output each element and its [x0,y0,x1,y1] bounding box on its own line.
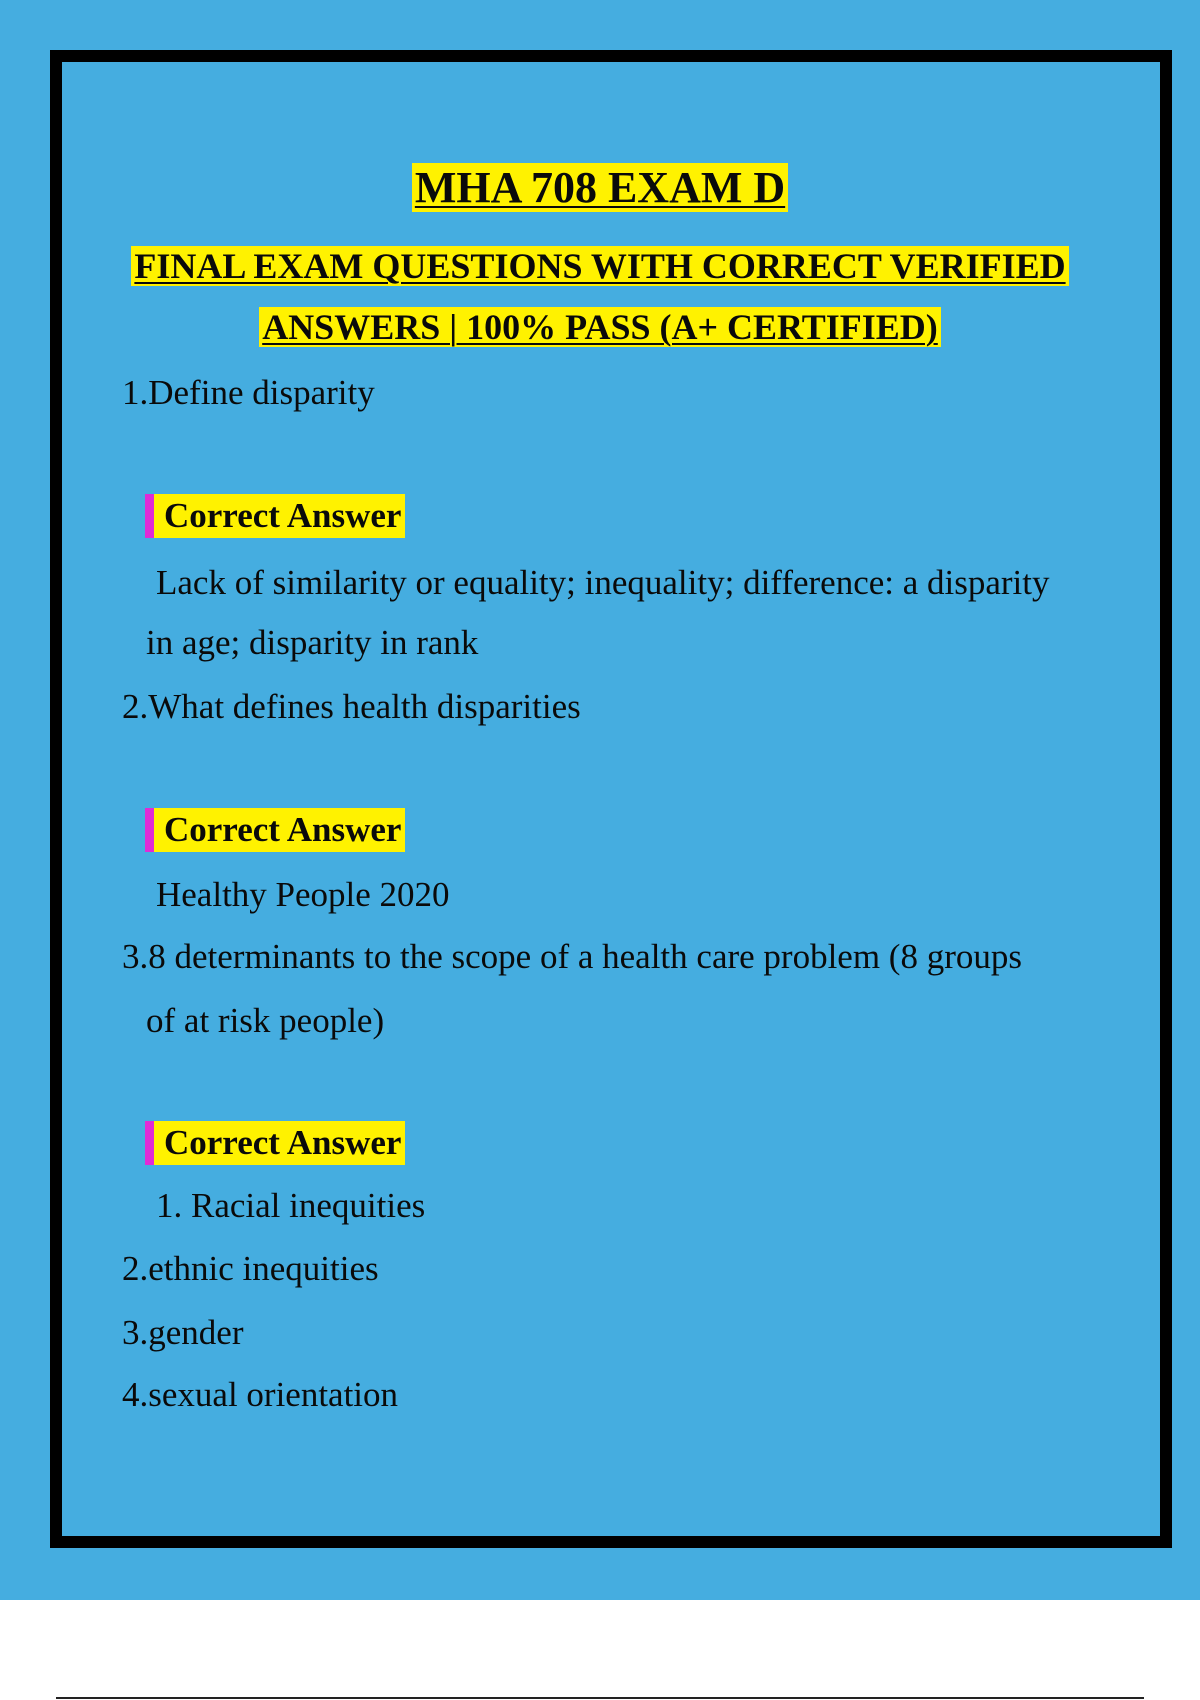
document-subtitle-line-1-text: FINAL EXAM QUESTIONS WITH CORRECT VERIFIED [131,246,1068,286]
document-title [0,162,1200,213]
correct-answer-label-2: Correct Answer [145,808,405,852]
answer-3-line-2: 2.ethnic inequities [122,1249,379,1288]
document-subtitle-line-2-text: ANSWERS | 100% PASS (A+ CERTIFIED) [259,307,941,347]
document-subtitle-line-1 [0,245,1200,287]
answer-3-line-3: 3.gender [122,1313,244,1352]
document-title-text: MHA 708 EXAM D [412,163,788,212]
answer-2-line-1: Healthy People 2020 [156,875,450,914]
answer-3-line-4: 4.sexual orientation [122,1375,399,1414]
document-subtitle-line-2 [0,306,1200,348]
footer-divider [56,1697,1144,1699]
question-3-line-1: 3.8 determinants to the scope of a health care problem (8 groups [122,937,1022,976]
answer-1-line-2: in age; disparity in rank [146,623,479,662]
question-1: 1.Define disparity [122,373,375,412]
answer-1-line-1: Lack of similarity or equality; inequality; difference: a disparity [156,563,1050,602]
correct-answer-label-3: Correct Answer [145,1121,405,1165]
correct-answer-label-1: Correct Answer [145,494,405,538]
question-3-line-2: of at risk people) [146,1001,385,1040]
answer-3-line-1: 1. Racial inequities [156,1186,426,1225]
question-2: 2.What defines health disparities [122,687,581,726]
